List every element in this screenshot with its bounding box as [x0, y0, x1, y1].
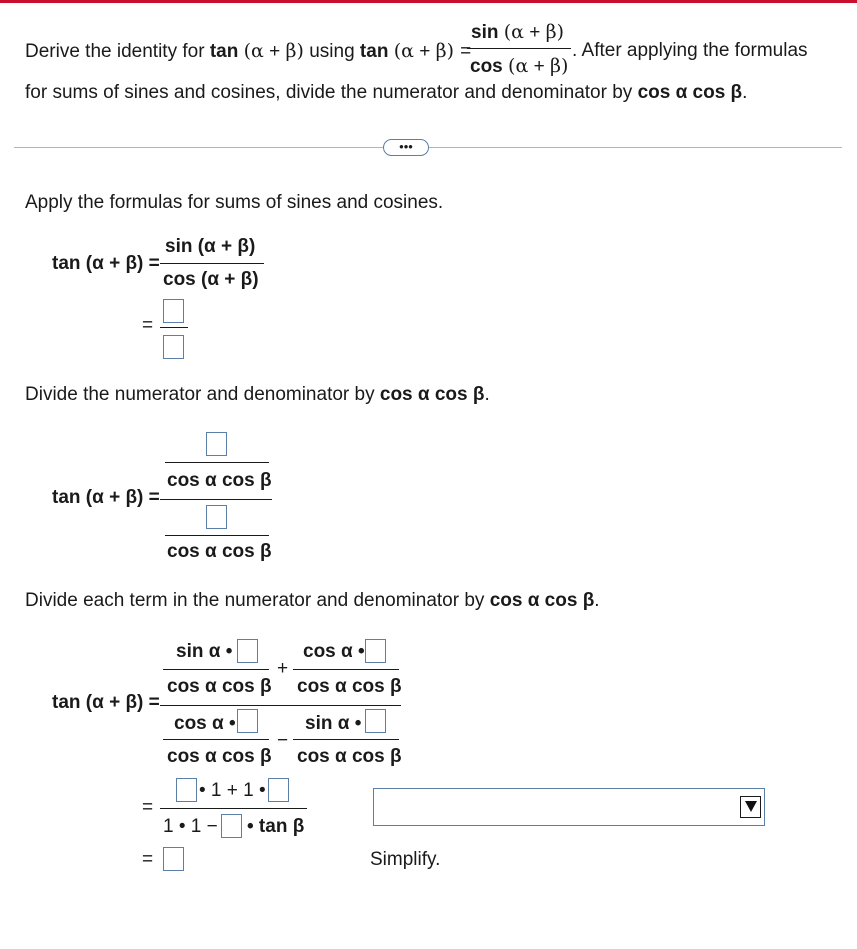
- step2-divisor-bottom: cos α cos β: [167, 541, 272, 562]
- accent-bar: [0, 0, 857, 3]
- step2-inner-bar-top: [165, 462, 269, 463]
- step3-term2-prefix: cos α •: [303, 641, 365, 662]
- step3-eq1: =: [142, 797, 154, 818]
- step3-term2-blank[interactable]: [365, 639, 386, 663]
- step3-term4-prefix: sin α •: [305, 713, 362, 734]
- step2-den-blank[interactable]: [206, 505, 227, 529]
- step3-term3-prefix: cos α •: [174, 713, 236, 734]
- step3-term4-blank[interactable]: [365, 709, 386, 733]
- step3-eq2: =: [142, 849, 154, 870]
- step3-lhs: tan (α + β) =: [52, 692, 160, 713]
- step3-term1-prefix: sin α •: [176, 641, 233, 662]
- step2-lhs: tan (α + β) =: [52, 487, 160, 508]
- step3-term3-bar: [163, 739, 269, 740]
- step3-plus: +: [277, 658, 289, 679]
- intro-line2: for sums of sines and cosines, divide the numerator and denominator by cos α cos β.: [25, 82, 748, 103]
- step2-main-bar: [160, 499, 272, 500]
- intro-after: . After applying the formulas: [572, 40, 808, 61]
- step2-num-blank[interactable]: [206, 432, 227, 456]
- simplify-label: Simplify.: [370, 849, 441, 870]
- step3-term2-den: cos α cos β: [297, 676, 402, 697]
- dropdown-arrow-icon[interactable]: [740, 796, 761, 818]
- step2-divisor-top: cos α cos β: [167, 470, 272, 491]
- step3-main-bar: [160, 705, 401, 706]
- intro-frac-bar: [467, 48, 571, 49]
- step3-term1-blank[interactable]: [237, 639, 258, 663]
- step3-minus: −: [277, 730, 289, 751]
- step3-simplified-bar: [160, 808, 307, 809]
- step1-num: sin (α + β): [165, 236, 256, 257]
- step1-num-blank[interactable]: [163, 299, 184, 323]
- step3-term3-den: cos α cos β: [167, 746, 272, 767]
- step1-instruction: Apply the formulas for sums of sines and cosines.: [25, 192, 444, 213]
- step3-den-blank[interactable]: [221, 814, 242, 838]
- intro-frac-num: sin (α + β): [471, 21, 565, 43]
- step3-instruction: Divide each term in the numerator and denominator by cos α cos β.: [25, 590, 600, 611]
- step1-eq: =: [142, 315, 154, 336]
- step1-frac-bar: [160, 263, 264, 264]
- step1-den: cos (α + β): [163, 269, 259, 290]
- step1-frac2-bar: [160, 327, 188, 328]
- step3-term3-blank[interactable]: [237, 709, 258, 733]
- step3-num-mid: • 1 + 1 •: [199, 780, 266, 801]
- intro-frac-den: cos (α + β): [470, 55, 569, 77]
- final-answer-blank[interactable]: [163, 847, 184, 871]
- step1-lhs: tan (α + β) =: [52, 253, 160, 274]
- step3-term1-bar: [163, 669, 269, 670]
- function-dropdown[interactable]: [373, 788, 765, 826]
- step3-term4-den: cos α cos β: [297, 746, 402, 767]
- step3-term1-den: cos α cos β: [167, 676, 272, 697]
- step3-num-blank-a[interactable]: [176, 778, 197, 802]
- intro-line1: Derive the identity for tan (α + β) using tan (α + β) =: [25, 40, 472, 62]
- expand-button[interactable]: •••: [383, 139, 429, 156]
- step2-instruction: Divide the numerator and denominator by cos α cos β.: [25, 384, 490, 405]
- step3-den-lead: 1 • 1 −: [163, 816, 218, 837]
- step3-term4-bar: [293, 739, 399, 740]
- step1-den-blank[interactable]: [163, 335, 184, 359]
- step3-term2-bar: [293, 669, 399, 670]
- step3-den-tail: • tan β: [247, 816, 305, 837]
- step3-num-blank-b[interactable]: [268, 778, 289, 802]
- step2-inner-bar-bottom: [165, 535, 269, 536]
